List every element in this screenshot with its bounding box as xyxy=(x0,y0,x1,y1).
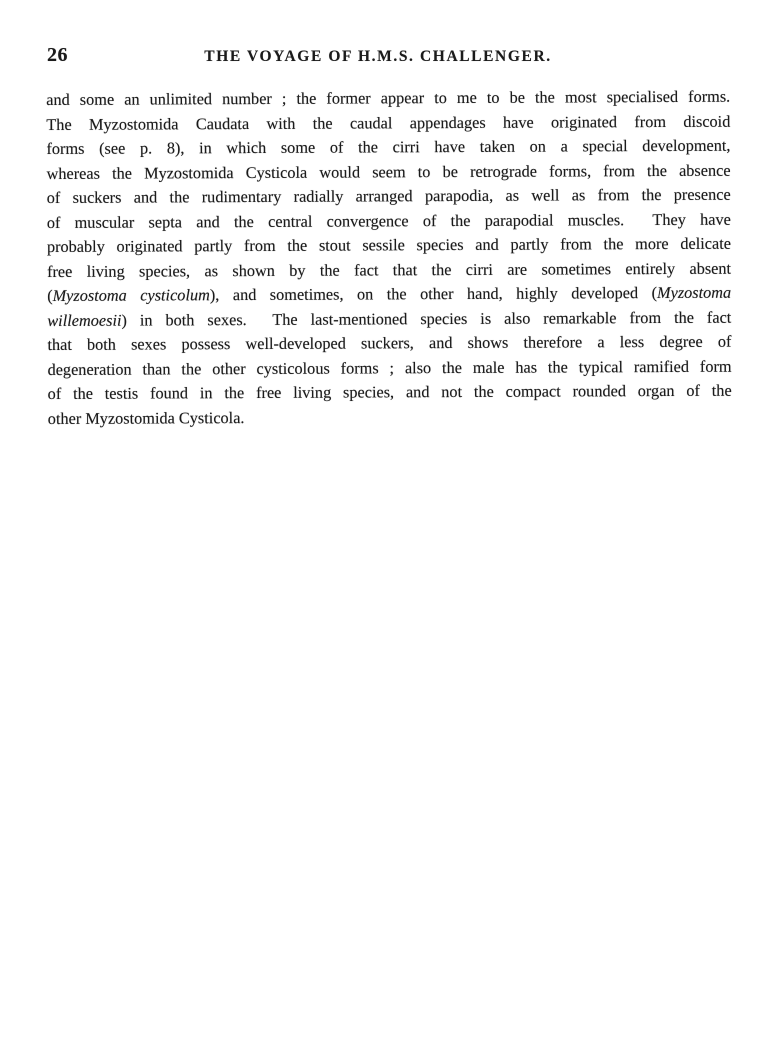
text-run: of muscular septa and the central convergence of the parapodial muscles. They have xyxy=(46,209,731,232)
text-run: ) in both sexes. The last-mentioned species is also remarkable from the fact xyxy=(121,307,732,330)
text-line xyxy=(46,85,730,113)
paragraph xyxy=(46,85,732,431)
text-run: The Myzostomida Caudata with the caudal appendages have originated from discoid xyxy=(46,111,731,134)
text-line xyxy=(47,256,731,284)
text-run: degeneration than the other cysticolous forms ; also the male has the typical ramified form xyxy=(47,356,732,379)
text-line xyxy=(47,207,731,235)
text-line xyxy=(47,354,731,382)
text-run: probably originated partly from the stout sessile species and partly from the more delicate xyxy=(46,233,731,257)
text-line xyxy=(47,158,731,186)
text-run: that both sexes possess well-developed suckers, and shows therefore a less degree of xyxy=(47,331,732,354)
text-run: other Myzostomida Cysticola. xyxy=(47,407,245,428)
text-line xyxy=(46,134,730,162)
text-run: ( xyxy=(47,285,53,305)
text-run: of the testis found in the free living species, and not the compact rounded organ of the xyxy=(47,380,732,403)
text-run: whereas the Myzostomida Cysticola would seem to be retrograde forms, from the absence xyxy=(46,160,731,183)
species-name: Myzostoma cysticolum xyxy=(52,285,210,305)
text-line xyxy=(47,183,731,211)
text-line xyxy=(47,281,731,309)
text-run: free living species, as shown by the fact that the cirri are sometimes entirely absent xyxy=(47,258,732,281)
text-run: ), and sometimes, on the other hand, highly developed ( xyxy=(209,283,658,305)
text-run: of suckers and the rudimentary radially arranged parapodia, as well as from the presence xyxy=(46,184,731,208)
text-run: and some an unlimited number ; the former appear to me to be the most specialised forms. xyxy=(46,86,731,110)
page-number: 26 xyxy=(47,44,68,66)
text-line xyxy=(47,330,731,358)
text-run: forms (see p. 8), in which some of the cirri have taken on a special development, xyxy=(46,135,731,159)
species-name: Myzostoma xyxy=(656,282,732,303)
text-line xyxy=(47,232,731,260)
text-line xyxy=(48,379,732,407)
text-line xyxy=(47,305,731,333)
text-line xyxy=(46,109,730,137)
running-title: THE VOYAGE OF H.M.S. CHALLENGER. xyxy=(204,48,552,65)
text-line xyxy=(48,403,732,431)
species-name: willemoesii xyxy=(47,310,122,330)
